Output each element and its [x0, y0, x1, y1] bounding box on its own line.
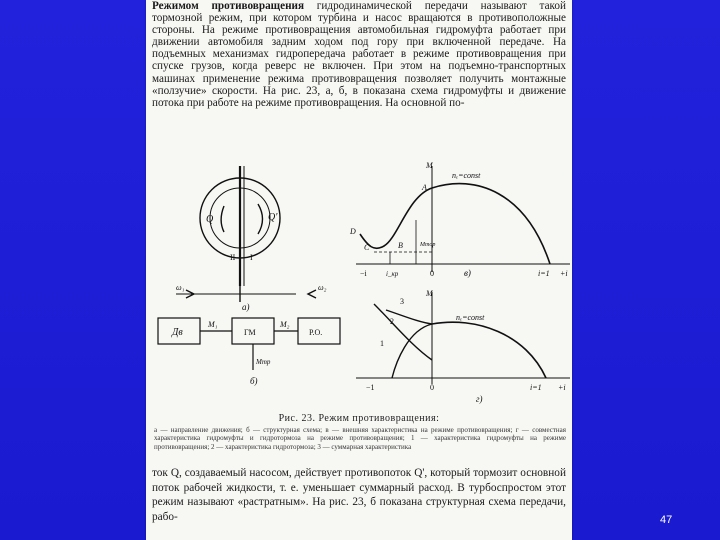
lead-term: Режимом противовращения — [152, 0, 305, 12]
block-gm-label: ГМ — [244, 328, 256, 337]
diagram-b — [158, 318, 340, 370]
diagram-a — [176, 166, 316, 302]
label-M1: M₁ — [208, 320, 218, 329]
chart-v-point-B: B — [398, 241, 403, 250]
block-dv-label: Дв — [172, 327, 183, 338]
chart-v-i-kr: i_кр — [386, 270, 399, 278]
chart-v-ne-const: nₑ=const — [452, 171, 481, 180]
label-Q: Q — [206, 214, 214, 225]
chart-v-curve-right — [432, 184, 550, 264]
chart-v-minus-i: −i — [360, 269, 367, 278]
figure-caption: Рис. 23. Режим противовращения: — [278, 413, 440, 424]
chart-g-zero: 0 — [430, 383, 434, 392]
chart-v-point-C: C — [364, 243, 370, 252]
chart-g-plus-i: +i — [558, 383, 566, 392]
chart-g-curve-3-label: 3 — [400, 297, 404, 306]
block-ro-label: Р.О. — [309, 328, 323, 337]
figure-23 — [146, 156, 572, 414]
label-Q-prime: Q' — [268, 212, 278, 223]
slide-page-number: 47 — [660, 514, 673, 526]
chart-v-M-label: M — [426, 161, 433, 170]
chart-g-curve-1-left — [392, 324, 432, 378]
top-paragraph-text: гидродинамической передачи называют такой тормозной режим, при котором турбина и насос вращаются в противоположные стороны. На режиме противовращения автомобильная гидромуфта работает при движении автомобиля задним ходом под гору при включенной передаче. На подъемных механизмах гидропередача работает в режиме противовращения при спуске грузов, когда реверс не включен. При этом на подъемно-транспортных машинах применение режима противовращения позволяет получить монтажные «ползучие» скорости. На рис. 23, а, б, в показана схема гидромуфты и движение потока при работе на режиме противовращения. На основной по- — [152, 0, 566, 109]
chart-g-M-label: M — [426, 289, 433, 298]
chart-v-curve-left — [360, 188, 432, 248]
flow-arrow-q — [221, 206, 224, 232]
chart-g-curve-2 — [374, 304, 432, 360]
chart-g — [356, 292, 570, 384]
chart-g-curve-1-label: 1 — [380, 339, 384, 348]
label-II: II — [230, 253, 236, 262]
label-Mtr: Мтр — [256, 358, 271, 366]
chart-g-ne-const: nₑ=const — [456, 313, 485, 322]
chart-g-curve-1-right — [432, 322, 546, 378]
chart-v-i-eq-1: i=1 — [538, 269, 550, 278]
label-M2: M₂ — [280, 320, 290, 329]
chart-v-label: в) — [464, 268, 471, 278]
chart-v-zero: 0 — [430, 269, 434, 278]
figure-legend: а — направление движения; б — структурная схема; в — внешняя характеристика на режиме противовращения; г — совместная характеристика гидромуфты и гидротормоза на режиме противовращения; 1 — характеристика гидромуфты на режиме противовращения; 2 — характеристика гидротормоза; 3 — суммарная характеристика — [154, 426, 566, 451]
chart-g-curve-2-label: 2 — [390, 317, 394, 326]
label-I: I — [250, 253, 253, 262]
flow-arrow-q-prime — [258, 204, 263, 234]
label-b: б) — [250, 376, 258, 386]
label-omega1: ω₁ — [176, 283, 185, 292]
chart-v-point-A: A — [422, 183, 427, 192]
chart-v-mtop: Mтор — [420, 242, 436, 248]
chart-v — [356, 166, 570, 272]
chart-g-label: г) — [476, 394, 483, 404]
top-paragraph — [152, 0, 566, 109]
scanned-page — [146, 0, 572, 540]
chart-g-i-eq-1: i=1 — [530, 383, 542, 392]
chart-g-minus-1: −1 — [366, 383, 375, 392]
omega2-arrow — [308, 290, 316, 298]
chart-v-plus-i: +i — [560, 269, 568, 278]
label-omega2: ω₂ — [318, 283, 327, 292]
chart-v-point-D: D — [350, 227, 356, 236]
label-a: а) — [242, 302, 250, 312]
bottom-paragraph: ток Q, создаваемый насосом, действует противопоток Q', который тормозит основной поток рабочей жидкости, т. е. уменьшает суммарный расход. В турбоспростом этот режим называют «растратным». На рис. 23, б показана структурная схема передачи, рабо- — [152, 467, 566, 523]
